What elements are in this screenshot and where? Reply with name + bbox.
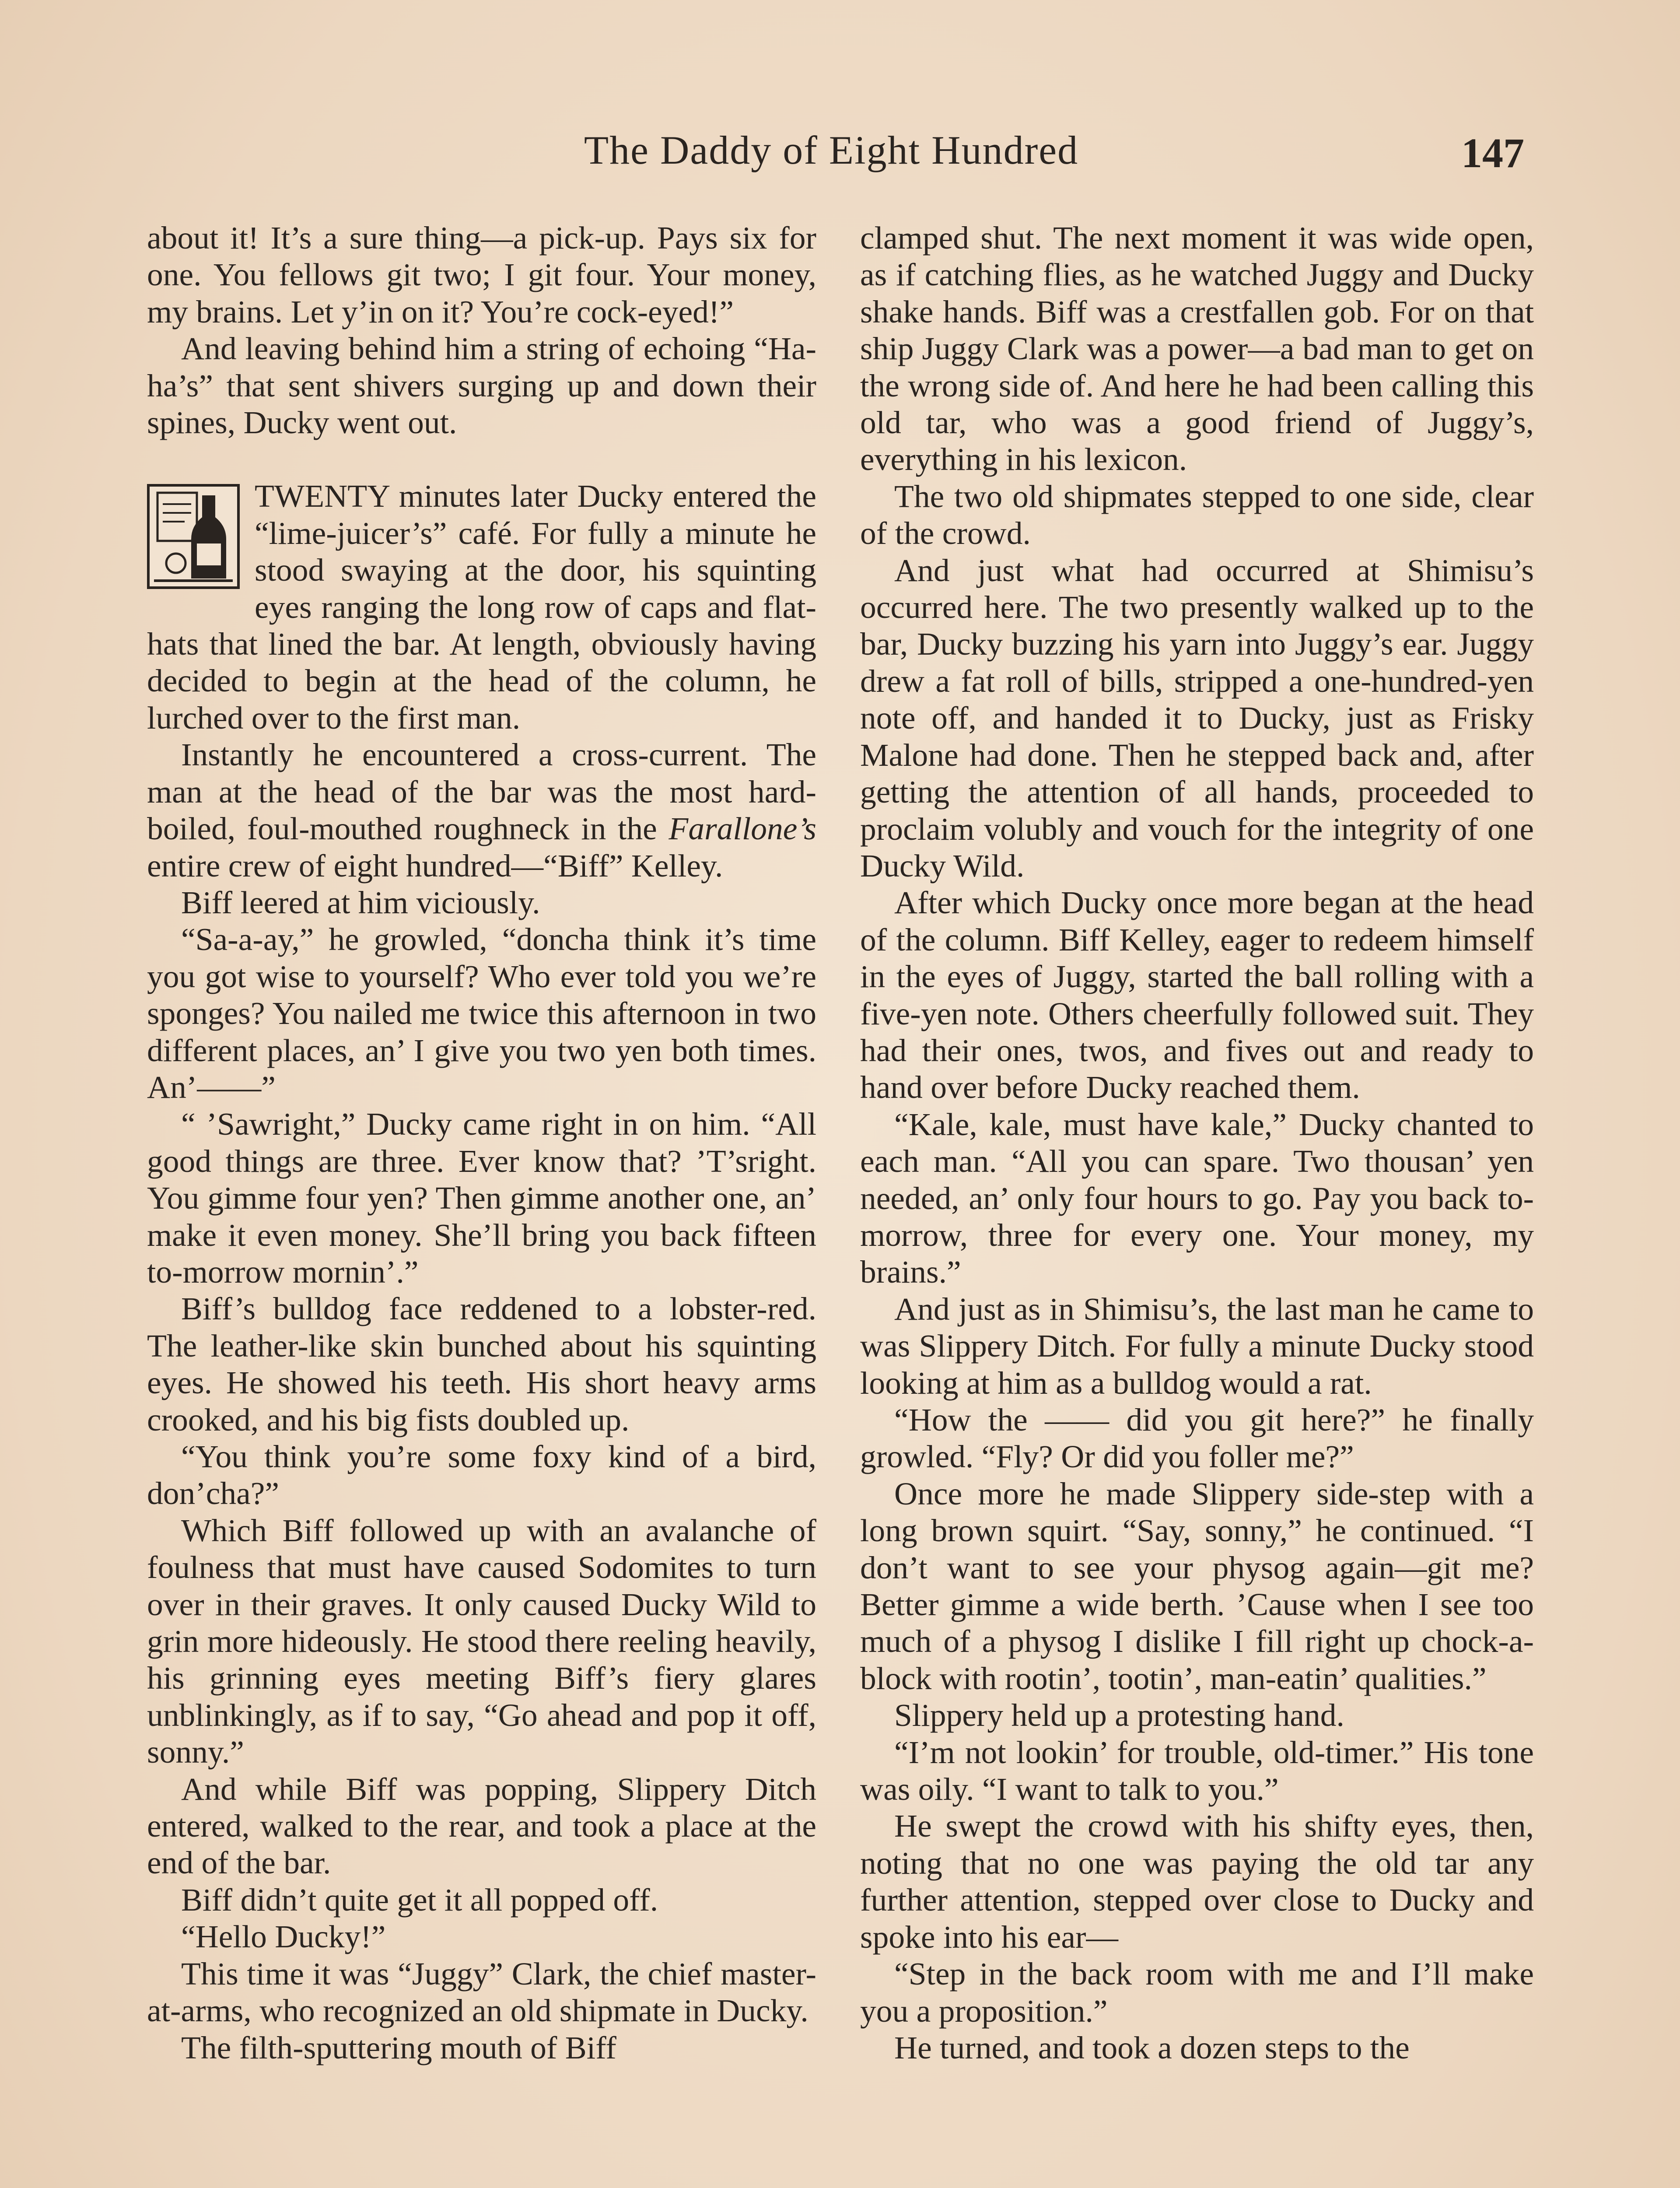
paragraph: “Hello Ducky!” (181, 1919, 386, 1955)
paragraph: The filth-sputtering mouth of Biff (181, 2030, 616, 2065)
paragraph: “Step in the back room with me and I’ll make you a proposition.” (860, 1956, 1534, 2029)
paragraph: And just as in Shimisu’s, the last man he came to was Slippery Ditch. For fully a minute Ducky stood looking at him as a bulldog would a rat. (860, 1291, 1534, 1401)
paragraph: “Kale, kale, must have kale,” Ducky chanted to each man. “All you can spare. Two thousan’ yen needed, an’ only four hours to go. Pay you back to-morrow, three for every one. Your money, my brains.” (860, 1106, 1534, 1290)
paragraph: about it! It’s a sure thing—a pick-up. Pays six for one. You fellows git two; I git four. Your money, my brains. Let y’in on it? You’re cock-eyed!” (147, 220, 816, 330)
paragraph: Biff leered at him viciously. (181, 884, 540, 920)
paragraph: “ ’Sawright,” Ducky came right in on him. “All good things are three. Ever know that? ’T’sright. You gimme four yen? Then gimme another one, an’ make it even money. She’ll bring you back fifteen to-morrow mornin’.” (147, 1106, 816, 1290)
paragraph: Slippery held up a protesting hand. (894, 1697, 1344, 1733)
section-opening-paragraph (147, 478, 816, 736)
paragraph: clamped shut. The next moment it was wide open, as if catching flies, as he watched Juggy and Ducky shake hands. Biff was a crestfallen gob. For on that ship Juggy Clark was a power—a bad man to get on the wrong side of. And here he had been calling this old tar, who was a good friend of Juggy’s, everything in his lexicon. (860, 220, 1534, 477)
paragraph: The two old shipmates stepped to one side, clear of the crowd. (860, 478, 1534, 551)
right-column (860, 220, 1534, 2188)
paragraph-text: Instantly he encountered a cross-current. The man at the head of the bar was the most hard-boiled, foul-mouthed roughneck in the (147, 737, 816, 847)
paragraph: Once more he made Slippery side-step with a long brown squirt. “Say, sonny,” he continued. “I don’t want to see your physog again—git me? Better gimme a wide berth. ’Cause when I see too much of a physog I dislike I fill right up chock-a-block with rootin’, tootin’, man-eatin’ qualities.” (860, 1476, 1534, 1696)
paragraph: “How the —— did you git here?” he finally growled. “Fly? Or did you foller me?” (860, 1402, 1534, 1475)
paragraph: After which Ducky once more began at the head of the column. Biff Kelley, eager to redeem himself in the eyes of Juggy, started the ball rolling with a five-yen note. Others cheerfully followed suit. They had their ones, twos, and fives out and ready to hand over before Ducky reached them. (860, 885, 1534, 1105)
page-number: 147 (1461, 130, 1524, 176)
paragraph: And leaving behind him a string of echoing “Ha-ha’s” that sent shivers surging up and down their spines, Ducky went out. (147, 331, 816, 441)
paragraph: And while Biff was popping, Slippery Ditch entered, walked to the rear, and took a place at the end of the bar. (147, 1771, 816, 1881)
paragraph: “I’m not lookin’ for trouble, old-timer.” His tone was oily. “I want to talk to you.” (860, 1734, 1534, 1807)
left-column (147, 220, 816, 2188)
paragraph: Biff didn’t quite get it all popped off. (181, 1882, 658, 1918)
paragraph: Which Biff followed up with an avalanche of foulness that must have caused Sodomites to turn over in their graves. It only caused Ducky Wild to grin more hideously. He stood there reeling heavily, his grinning eyes meeting Biff’s fiery glares unblinkingly, as if to say, “Go ahead and pop it off, sonny.” (147, 1512, 816, 1770)
paragraph-text: TWENTY minutes later Ducky entered the “lime-juicer’s” café. For fully a minute he stood swaying at the door, his squinting eyes ranging the long row of caps and flat-hats that lined the bar. At length, obviously having decided to begin at the head of the column, he lurched over to the first man. (147, 478, 816, 736)
paragraph: This time it was “Juggy” Clark, the chief master-at-arms, who recognized an old shipmate in Ducky. (147, 1956, 816, 2029)
paragraph (147, 736, 816, 884)
paragraph: Biff’s bulldog face reddened to a lobster-red. The leather-like skin bunched about his squinting eyes. He showed his teeth. His short heavy arms crooked, and his big fists doubled up. (147, 1291, 816, 1438)
paragraph: “You think you’re some foxy kind of a bird, don’cha?” (147, 1439, 816, 1511)
paragraph: He turned, and took a dozen steps to the (894, 2030, 1410, 2065)
ship-name: Farallone’s (668, 811, 816, 847)
paragraph: He swept the crowd with his shifty eyes, then, noting that no one was paying the old tar any further attention, stepped over close to Ducky and spoke into his ear— (860, 1808, 1534, 1955)
page-header (0, 127, 1680, 184)
paragraph-text: entire crew of eight hundred—“Biff” Kelley. (147, 848, 723, 884)
paragraph: And just what had occurred at Shimisu’s occurred here. The two presently walked up to the bar, Ducky buzzing his yarn into Juggy’s ear. Juggy drew a fat roll of bills, stripped a one-hundred-yen note off, and handed it to Ducky, just as Frisky Malone had done. Then he stepped back and, after getting the attention of all hands, proceeded to proclaim volubly and vouch for the integrity of one Ducky Wild. (860, 552, 1534, 884)
running-title: The Daddy of Eight Hundred (584, 128, 1079, 172)
paragraph: “Sa-a-ay,” he growled, “doncha think it’s time you got wise to yourself? Who ever told you we’re sponges? You nailed me twice this afternoon in two different places, an’ I give you two yen both times. An’——” (147, 922, 816, 1105)
bottle-vignette-icon (147, 484, 240, 589)
